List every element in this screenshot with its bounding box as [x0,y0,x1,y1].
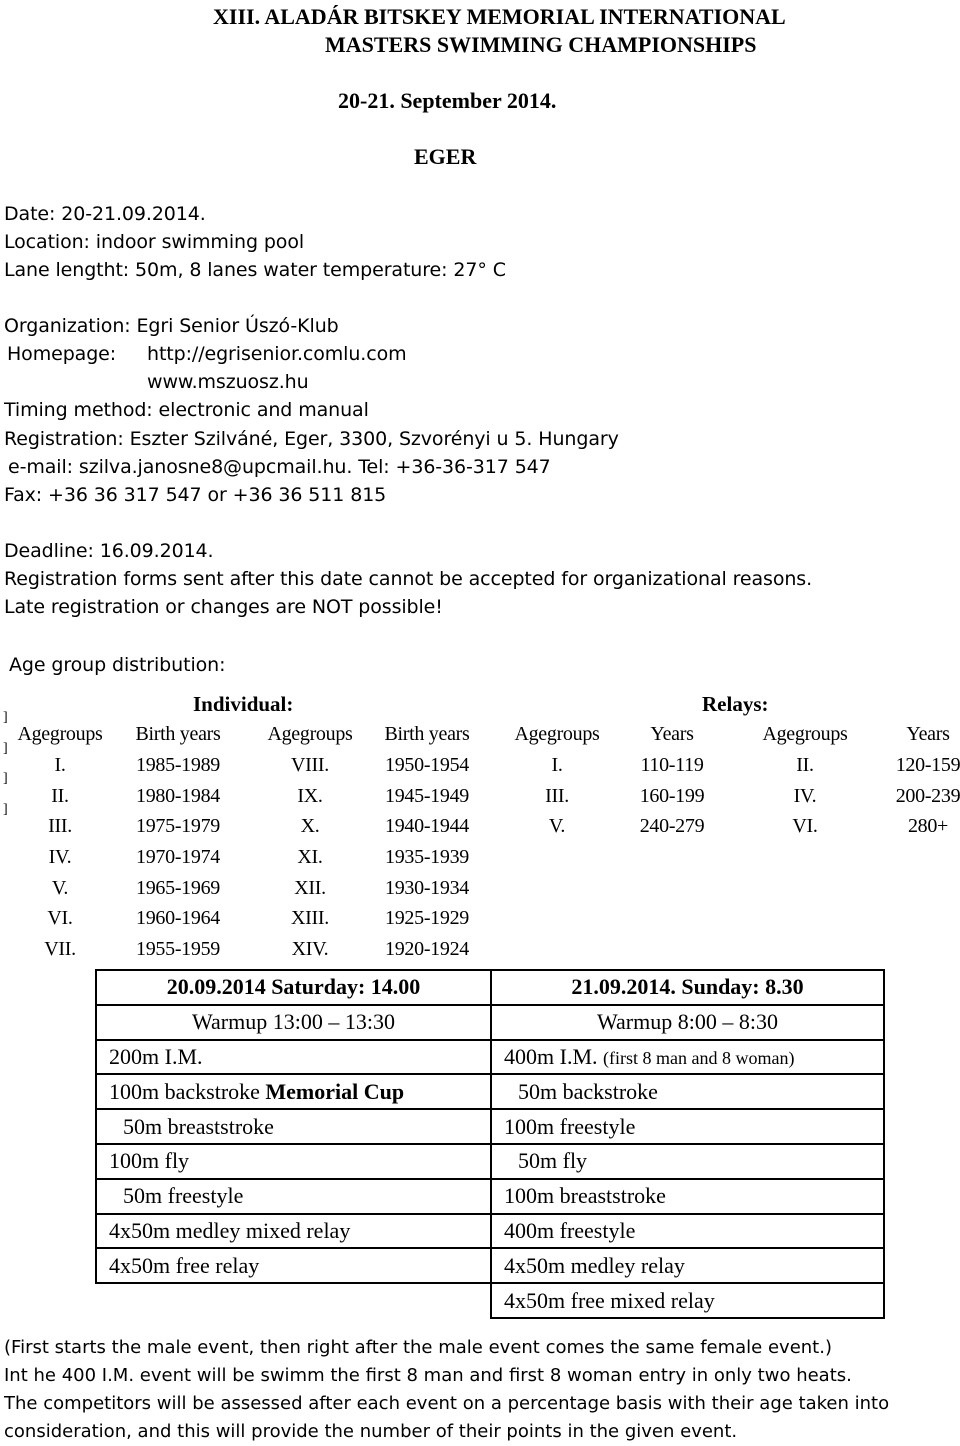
age-group-label: XIII. [291,907,329,929]
bracket-mark: ] [3,771,8,786]
age-range: 1975-1979 [136,815,220,837]
event-note: (first 8 man and 8 woman) [603,1047,795,1068]
column-header: Agegroups [762,723,848,745]
event-name: 100m fly [109,1148,190,1174]
event-name: 400m I.M. [504,1043,603,1069]
info-lane: Lane lengtht: 50m, 8 lanes water temperature: 27° C [4,259,506,281]
age-range: 1980-1984 [136,785,220,807]
event-name: 4x50m free relay [109,1252,260,1278]
age-range: 280+ [907,815,949,837]
memorial-cup-label: Memorial Cup [265,1078,405,1104]
age-group-label: VI. [792,815,818,837]
info-fax: Fax: +36 36 317 547 or +36 36 511 815 [4,484,387,506]
sunday-event [491,1144,884,1179]
age-group-label: X. [300,815,320,837]
age-range: 1940-1944 [385,815,469,837]
info-timing: Timing method: electronic and manual [4,399,369,421]
bracket-mark: ] [3,802,8,817]
info-homepage-url-1[interactable]: http://egrisenior.comlu.com [147,343,407,365]
age-group-label: XIV. [291,938,329,960]
event-name: 50m fly [518,1148,588,1174]
individual-heading: Individual: [193,692,294,716]
sunday-event [491,1040,884,1075]
saturday-event [96,1248,491,1283]
age-range: 1970-1974 [136,846,220,868]
age-range: 1985-1989 [136,754,220,776]
column-header: Birth years [135,723,221,745]
age-group-label: VII. [44,938,76,960]
age-range: 1920-1924 [385,938,469,960]
event-name: 50m freestyle [123,1183,244,1209]
event-name: 4x50m medley mixed relay [109,1217,351,1243]
event-name: 4x50m free mixed relay [504,1287,715,1313]
sunday-event [491,1109,884,1144]
saturday-event [96,1144,491,1179]
info-date: Date: 20-21.09.2014. [4,203,206,225]
age-group-label: VIII. [291,754,329,776]
footer-note-2: Int he 400 I.M. event will be swimm the first 8 man and first 8 woman entry in only two heats. [4,1365,852,1386]
event-name: 400m freestyle [504,1217,636,1243]
info-registration: Registration: Eszter Szilváné, Eger, 3300, Szvorényi u 5. Hungary [4,428,619,450]
sunday-event [491,1179,884,1214]
column-header: Agegroups [514,723,600,745]
age-range: 1955-1959 [136,938,220,960]
bracket-mark: ] [3,710,8,725]
sunday-warmup: Warmup 8:00 – 8:30 [491,1005,884,1040]
title-line-2: MASTERS SWIMMING CHAMPIONSHIPS [325,32,757,57]
info-location: Location: indoor swimming pool [4,231,305,253]
age-group-label: V. [548,815,566,837]
saturday-event [96,1040,491,1075]
column-header: Agegroups [267,723,353,745]
title-line-1: XIII. ALADÁR BITSKEY MEMORIAL INTERNATIONAL [213,4,786,29]
sunday-event [491,1248,884,1283]
age-group-label: XI. [297,846,323,868]
event-name: 100m breaststroke [504,1183,666,1209]
age-range: 160-199 [639,785,705,807]
age-range: 110-119 [640,754,704,776]
footer-note-3: The competitors will be assessed after each event on a percentage basis with their age taken into [4,1393,890,1414]
age-range: 1930-1934 [385,877,469,899]
age-group-label: I. [551,754,563,776]
event-name: 100m freestyle [504,1113,636,1139]
age-group-label: II. [796,754,814,776]
column-header: Birth years [384,723,470,745]
age-group-title: Age group distribution: [9,654,226,676]
event-name: 50m breaststroke [123,1113,274,1139]
age-range: 240-279 [639,815,705,837]
age-group-label: IX. [297,785,323,807]
column-header: Years [906,723,950,745]
age-group-label: II. [51,785,69,807]
saturday-event [96,1214,491,1249]
age-range: 200-239 [895,785,960,807]
footer-note-1: (First starts the male event, then right after the male event comes the same female event.) [4,1337,832,1358]
bracket-mark: ] [3,741,8,756]
info-late-note: Late registration or changes are NOT possible! [4,596,443,618]
age-range: 1945-1949 [385,785,469,807]
saturday-event [96,1179,491,1214]
saturday-event [96,1109,491,1144]
schedule-table [95,969,885,1319]
age-group-label: IV. [793,785,817,807]
age-group-label: IV. [48,846,72,868]
age-group-label: I. [54,754,66,776]
event-name: 50m backstroke [518,1078,658,1104]
info-homepage-label: Homepage: [7,343,117,365]
info-email-tel: e-mail: szilva.janosne8@upcmail.hu. Tel: +36-36-317 547 [8,456,551,478]
sunday-event [491,1283,884,1318]
saturday-heading: 20.09.2014 Saturday: 14.00 [96,970,491,1005]
age-range: 1925-1929 [385,907,469,929]
age-range: 1965-1969 [136,877,220,899]
event-name: 100m backstroke [109,1078,266,1104]
age-group-label: XII. [294,877,326,899]
info-deadline: Deadline: 16.09.2014. [4,540,214,562]
event-name: 4x50m medley relay [504,1252,685,1278]
age-group-label: III. [48,815,72,837]
column-header: Years [650,723,694,745]
empty-cell [96,1283,491,1318]
info-organization: Organization: Egri Senior Úszó-Klub [4,315,339,337]
age-range: 1960-1964 [136,907,220,929]
age-group-label: VI. [47,907,73,929]
age-range: 120-159 [895,754,960,776]
age-group-label: V. [51,877,69,899]
footer-note-4: consideration, and this will provide the number of their points in the given event. [4,1421,738,1442]
saturday-event [96,1074,491,1109]
event-name: 200m I.M. [109,1043,203,1069]
info-homepage-url-2[interactable]: www.mszuosz.hu [147,371,309,393]
info-registration-note: Registration forms sent after this date cannot be accepted for organizational reasons. [4,568,813,590]
age-range: 1935-1939 [385,846,469,868]
sunday-heading: 21.09.2014. Sunday: 8.30 [491,970,884,1005]
event-dates: 20-21. September 2014. [338,88,557,113]
saturday-warmup: Warmup 13:00 – 13:30 [96,1005,491,1040]
age-group-label: III. [545,785,569,807]
relays-heading: Relays: [702,692,769,716]
age-range: 1950-1954 [385,754,469,776]
sunday-event [491,1214,884,1249]
event-city: EGER [414,144,477,169]
sunday-event [491,1074,884,1109]
column-header: Agegroups [17,723,103,745]
